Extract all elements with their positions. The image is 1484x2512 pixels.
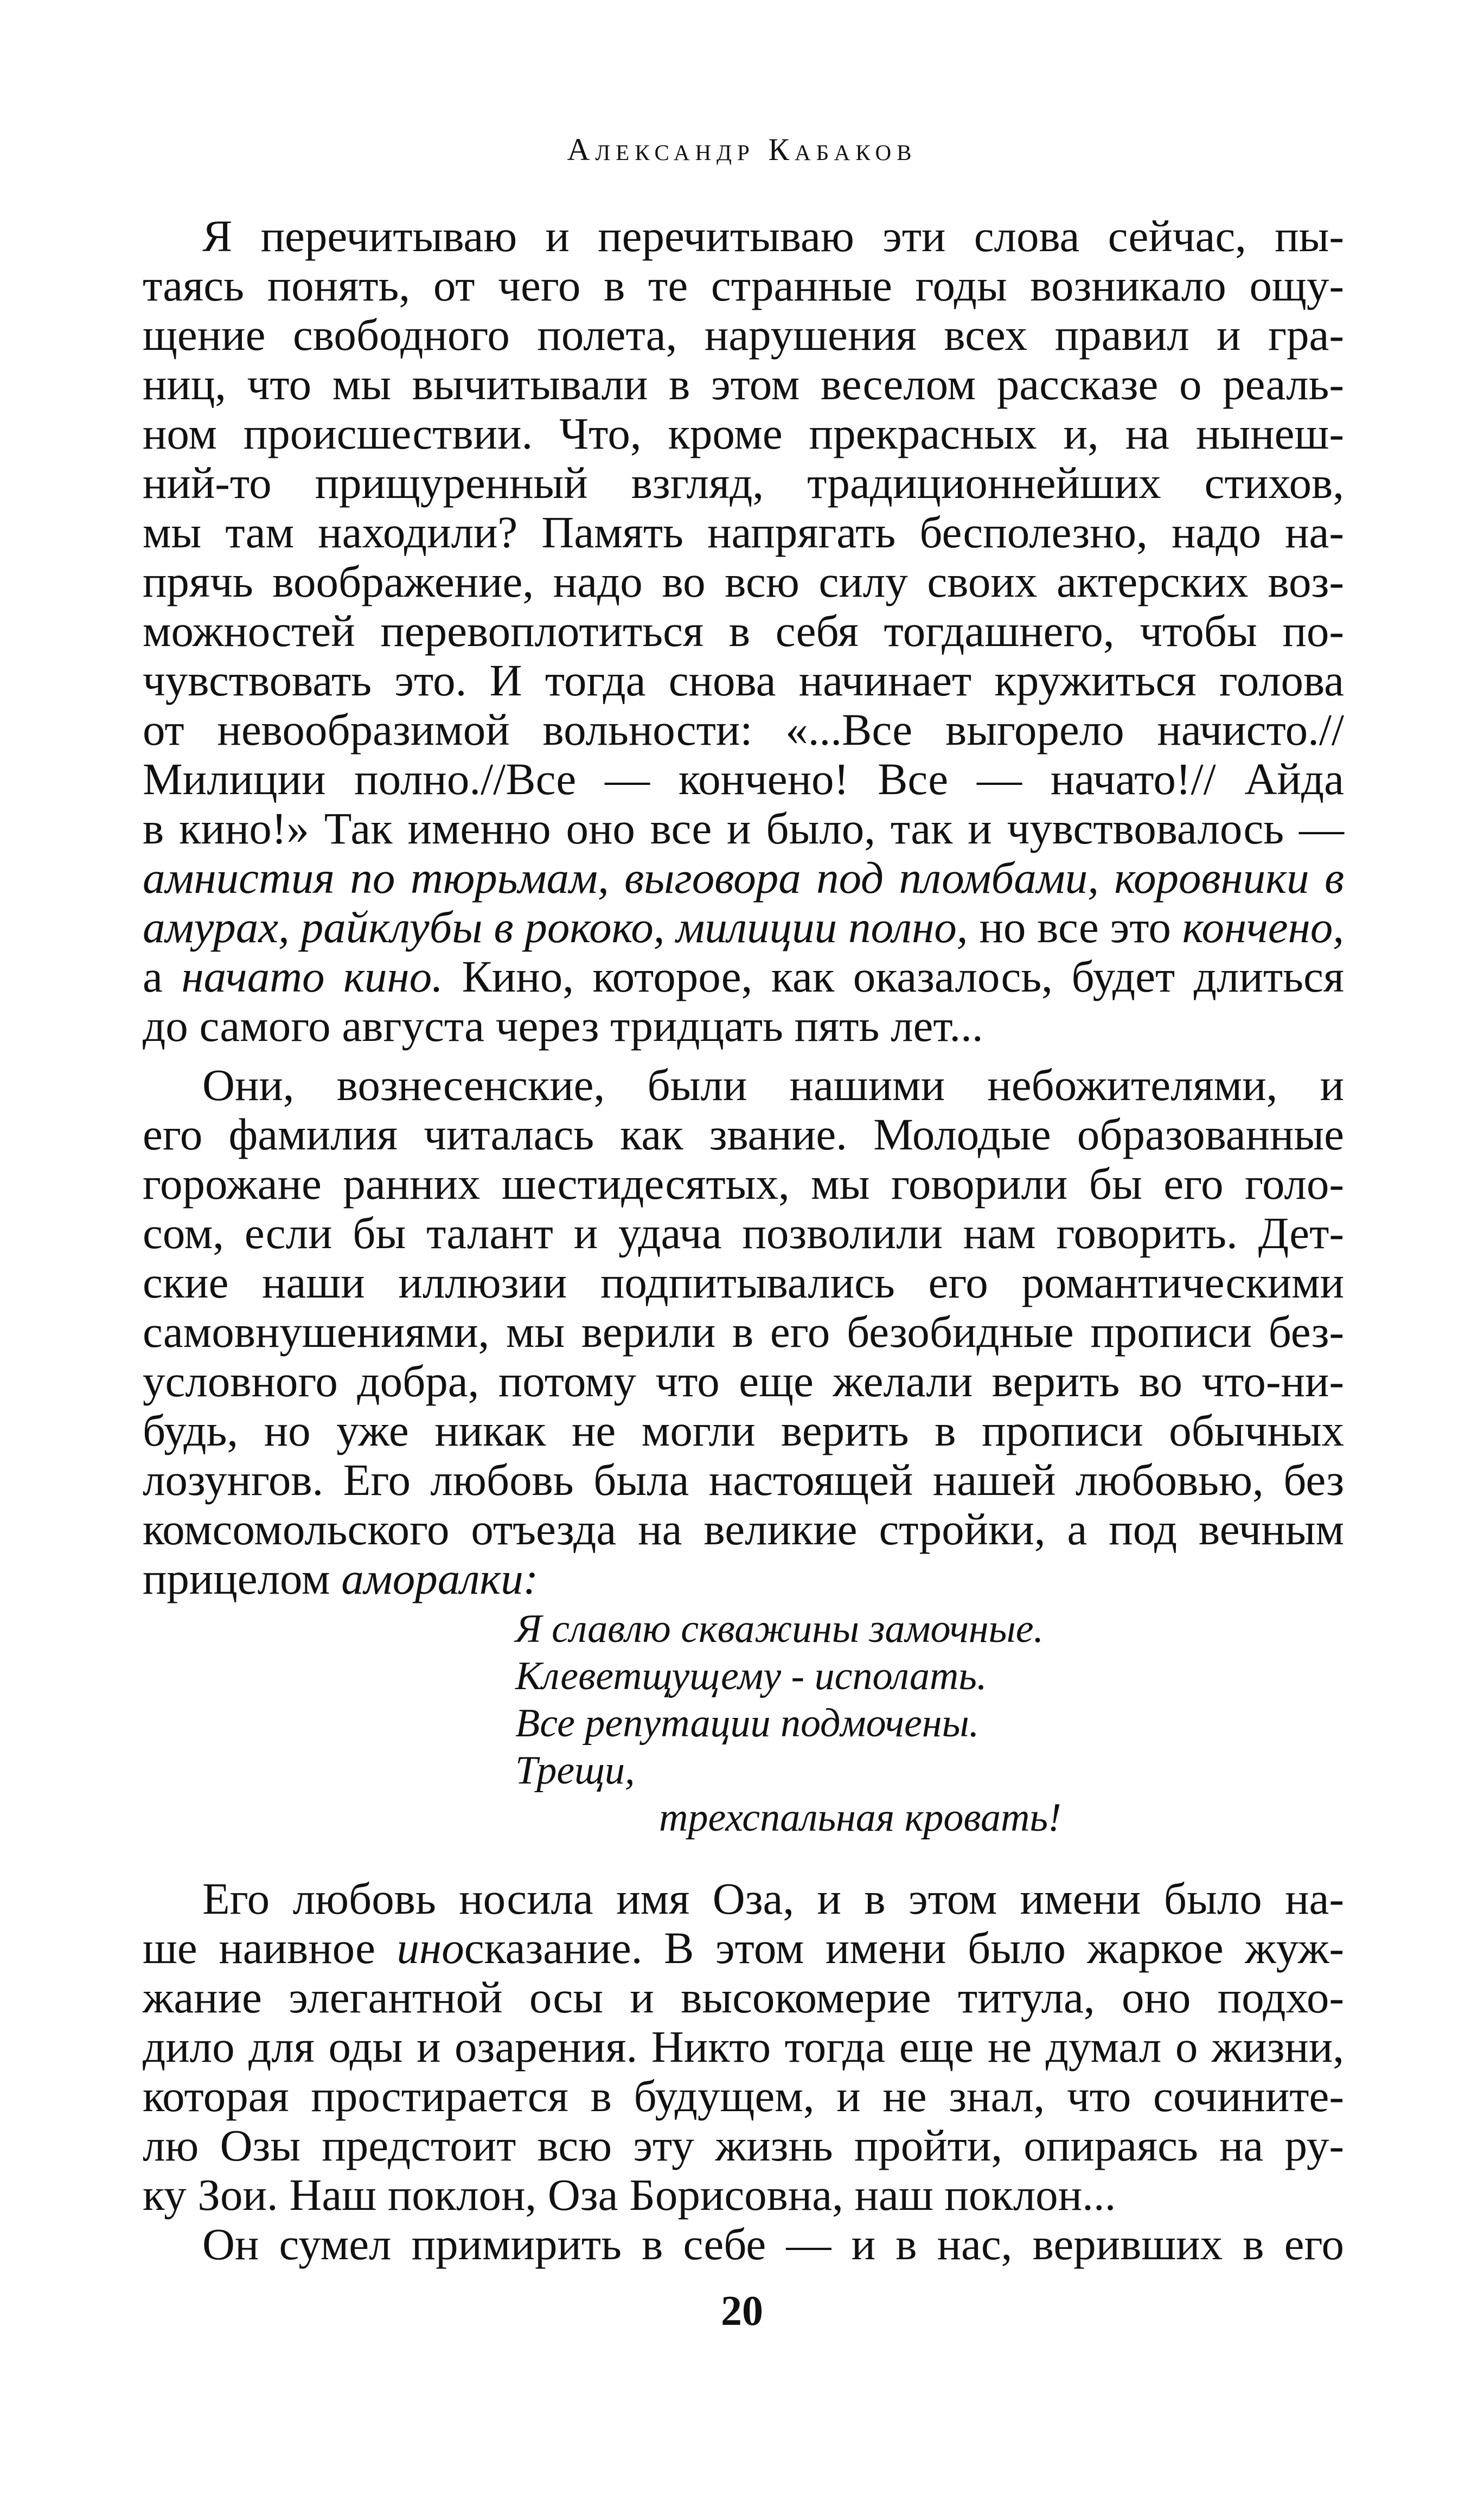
text-line: лю Озы предстоит всю эту жизнь пройти, опираясь на ру- <box>143 2120 1344 2170</box>
plain-span: а <box>143 951 182 1001</box>
text-line: ний-то прищуренный взгляд, традиционнейших стихов, <box>143 458 1344 508</box>
text-line-mixed <box>143 952 1344 1001</box>
italic-span: амурах, райклубы в рококо, милиции полно, <box>143 902 968 952</box>
paragraph-1 <box>143 212 1344 1051</box>
text-line: чувствовать это. И тогда снова начинает кружиться голова <box>143 655 1344 705</box>
text-line: будь, но уже никак не могли верить в прописи обычных <box>143 1405 1344 1455</box>
italic-span: начато кино. <box>181 951 443 1001</box>
text-line-mixed <box>143 1923 1344 1973</box>
text-line: до самого августа через тридцать пять лет... <box>143 1001 983 1051</box>
running-head: Александр Кабаков <box>567 132 917 167</box>
verse-line: Я славлю скважины замочные. <box>515 1607 1044 1651</box>
verse-line: Все репутации подмочены. <box>515 1701 980 1746</box>
text-line: от невообразимой вольности: «...Все выгорело начисто.// <box>143 705 1344 755</box>
text-line: Милиции полно.//Все — кончено! Все — начато!// Айда <box>143 754 1344 804</box>
text-line-mixed <box>143 1554 1344 1603</box>
verse-quote <box>515 1606 1061 1842</box>
verse-line: Трещи, <box>515 1748 635 1793</box>
text-line: щение свободного полета, нарушения всех правил и гра- <box>143 310 1344 360</box>
text-line: мы там находили? Память напрягать бесполезно, надо на- <box>143 507 1344 557</box>
text-line: ниц, что мы вычитывали в этом веселом рассказе о реаль- <box>143 359 1344 409</box>
text-line: сом, если бы талант и удача позволили нам говорить. Дет- <box>143 1208 1344 1258</box>
text-line: прячь воображение, надо во всю силу своих актерских воз- <box>143 557 1344 606</box>
italic-span: аморалки: <box>341 1554 539 1603</box>
text-line: Я перечитываю и перечитываю эти слова сейчас, пы- <box>202 211 1344 261</box>
plain-span: Кино, которое, как оказалось, будет длиться <box>443 951 1344 1001</box>
italic-span: ино <box>396 1923 464 1973</box>
text-line: комсомольского отъезда на великие стройки, а под вечным <box>143 1504 1344 1554</box>
text-line: условного добра, потому что еще желали верить во что-ни- <box>143 1356 1344 1406</box>
text-line: дило для оды и озарения. Никто тогда еще не думал о жизни, <box>143 2022 1344 2072</box>
plain-span: но все это <box>968 902 1182 952</box>
text-line: ские наши иллюзии подпитывались его романтическими <box>143 1257 1344 1307</box>
verse-line: трехспальная кровать! <box>659 1795 1061 1840</box>
page-number: 20 <box>721 2287 763 2334</box>
text-line: которая простирается в будущем, и не знал, что сочините- <box>143 2071 1344 2121</box>
text-line: ку Зои. Наш поклон, Оза Борисовна, наш поклон... <box>143 2170 1116 2220</box>
italic-span: кончено, <box>1182 902 1344 952</box>
text-line: его фамилия читалась как звание. Молодые образованные <box>143 1109 1344 1159</box>
text-line: можностей перевоплотиться в себя тогдашнего, чтобы по- <box>143 606 1344 656</box>
text-line: Его любовь носила имя Оза, и в этом имени было на- <box>202 1874 1344 1923</box>
plain-span: прицелом <box>143 1554 342 1603</box>
text-line: в кино!» Так именно оно все и было, так и чувствовалось — <box>143 803 1344 853</box>
plain-span: сказание. В этом имени было жаркое жуж- <box>464 1923 1344 1973</box>
text-line: лозунгов. Его любовь была настоящей нашей любовью, без <box>143 1455 1344 1505</box>
verse-line: Клеветщущему - исполать. <box>515 1654 987 1698</box>
text-line-mixed <box>143 903 1344 952</box>
text-line: Они, вознесенские, были нашими небожителями, и <box>202 1060 1344 1110</box>
text-line: самовнушениями, мы верили в его безобидные прописи без- <box>143 1307 1344 1357</box>
text-line: горожане ранних шестидесятых, мы говорили бы его голо- <box>143 1159 1344 1209</box>
paragraph-2 <box>143 1060 1344 1603</box>
paragraph-4-line: Он сумел примирить в себе — и в нас, веривших в его <box>202 2219 1344 2269</box>
text-line: жание элегантной осы и высокомерие титула, оно подхо- <box>143 1972 1344 2022</box>
text-line: таясь понять, от чего в те странные годы возникало ощу- <box>143 260 1344 310</box>
text-line-italic: амнистия по тюрьмам, выговора под пломбами, коровники в <box>143 853 1344 903</box>
paragraph-3 <box>143 1874 1344 2269</box>
plain-span: ше наивное <box>143 1923 397 1973</box>
text-line: ном происшествии. Что, кроме прекрасных и, на нынеш- <box>143 408 1344 458</box>
